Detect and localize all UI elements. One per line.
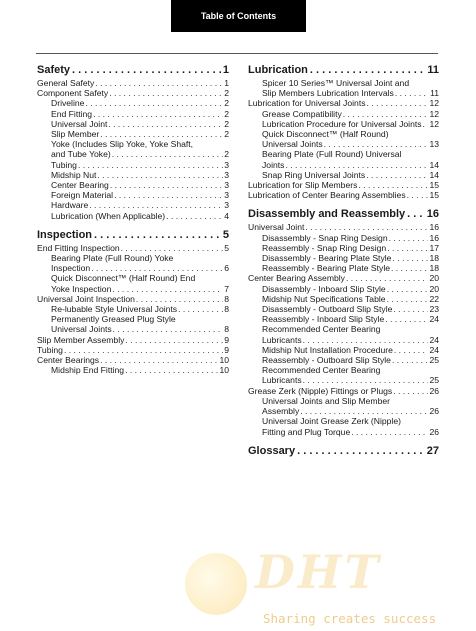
toc-page-number: 8 [224, 304, 229, 315]
toc-entry[interactable] [37, 345, 229, 355]
toc-page-number: 11 [427, 64, 439, 76]
toc-entry-title: Lubrication for Universal Joints [248, 98, 366, 109]
toc-page-number: 2 [224, 129, 229, 140]
toc-entry[interactable] [37, 78, 229, 88]
toc-page-number: 2 [224, 98, 229, 109]
toc-section-heading[interactable] [37, 229, 229, 242]
toc-page-number: 5 [222, 228, 229, 241]
toc-leader-dots [324, 139, 429, 149]
toc-entry-title: Tubing [51, 159, 77, 170]
toc-entry-title: Lubricants [262, 375, 302, 386]
toc-entry-title: Recommended Center Bearing [262, 324, 381, 335]
toc-page-number: 27 [426, 444, 439, 457]
toc-leader-dots [423, 119, 429, 129]
toc-page-number: 3 [224, 200, 229, 211]
toc-leader-dots [85, 98, 223, 108]
toc-page-number: 9 [224, 344, 229, 355]
toc-entry[interactable] [37, 149, 229, 159]
watermark-arrow-icon [185, 553, 247, 615]
toc-page-number: 13 [429, 139, 439, 150]
toc-entry[interactable] [37, 119, 229, 129]
toc-entry-title: Yoke Inspection [51, 283, 112, 294]
toc-page-number: 20 [429, 273, 439, 284]
toc-entry-title: Midship Nut Specifications Table [262, 293, 386, 304]
toc-leader-dots [407, 190, 429, 200]
toc-entry-title: Center Bearings [37, 355, 100, 366]
toc-entry[interactable] [37, 109, 229, 119]
toc-page-number: 18 [429, 253, 439, 264]
toc-entry[interactable] [37, 314, 229, 324]
watermark-slogan: Sharing creates success [263, 611, 437, 626]
toc-entry[interactable] [248, 345, 439, 355]
toc-page-number: 2 [224, 118, 229, 129]
toc-page-number: 6 [224, 263, 229, 274]
toc-entry[interactable] [248, 160, 439, 170]
header-rule [36, 53, 438, 54]
toc-entry-title: Hardware [51, 200, 89, 211]
toc-leader-dots [387, 284, 429, 294]
toc-entry[interactable] [248, 119, 439, 129]
toc-entry-title: Re-lubable Style Universal Joints [51, 304, 178, 315]
toc-page-number: 25 [429, 375, 439, 386]
toc-section-heading[interactable] [37, 64, 229, 77]
toc-leader-dots [136, 294, 223, 304]
toc-entry[interactable] [248, 284, 439, 294]
toc-leader-dots [93, 109, 223, 119]
toc-entry[interactable] [37, 160, 229, 170]
toc-entry[interactable] [37, 284, 229, 294]
toc-page-number: 26 [429, 406, 439, 417]
toc-section-heading[interactable] [248, 208, 439, 221]
toc-entry-title: Universal Joint Inspection [37, 293, 135, 304]
toc-entry-title: Assembly [262, 406, 300, 417]
toc-leader-dots [346, 273, 428, 283]
toc-page-number: 5 [224, 242, 229, 253]
toc-leader-dots [407, 208, 425, 221]
toc-page-number: 1 [224, 78, 229, 88]
toc-entry[interactable] [248, 222, 439, 232]
toc-left-column [37, 64, 229, 375]
toc-entry[interactable] [37, 170, 229, 180]
toc-entry-title: Lubrication Procedure for Universal Joints [262, 118, 422, 129]
toc-entry[interactable] [248, 180, 439, 190]
toc-entry-title: Grease Zerk (Nipple) Fittings or Plugs [248, 385, 393, 396]
toc-leader-dots [114, 190, 223, 200]
toc-section-heading[interactable] [248, 64, 439, 77]
toc-entry[interactable] [248, 386, 439, 396]
toc-page-number: 25 [429, 355, 439, 366]
toc-entry[interactable] [37, 98, 229, 108]
toc-page-number: 24 [429, 314, 439, 325]
toc-entry[interactable] [248, 190, 439, 200]
toc-leader-dots [78, 160, 223, 170]
toc-entry[interactable] [248, 324, 439, 334]
toc-entry-title: Universal Joint Grease Zerk (Nipple) [262, 416, 401, 427]
toc-leader-dots [285, 160, 428, 170]
toc-entry-title: Disassembly - Bearing Plate Style [262, 253, 392, 264]
toc-entry[interactable] [37, 190, 229, 200]
toc-page-number: 9 [224, 334, 229, 345]
section-gap [248, 200, 439, 208]
toc-entry-title: Glossary [248, 444, 296, 457]
toc-leader-dots [385, 314, 428, 324]
section-gap [37, 221, 229, 229]
toc-entry-title: Lubrication [248, 64, 308, 76]
toc-page-number: 7 [224, 283, 229, 294]
toc-leader-dots [91, 263, 223, 273]
toc-entry-title: End Fitting Inspection [37, 242, 120, 253]
toc-page-number: 20 [429, 283, 439, 294]
toc-entry-title: Midship Nut [51, 169, 97, 180]
toc-entry-title: Center Bearing Assembly [248, 273, 345, 284]
toc-entry-title: Joints [262, 159, 285, 170]
toc-leader-dots [387, 294, 429, 304]
toc-entry-title: Universal Joint [51, 118, 108, 129]
toc-page-number: 3 [224, 180, 229, 191]
toc-entry[interactable] [248, 139, 439, 149]
toc-entry-title: Permanently Greased Plug Style [51, 314, 176, 325]
toc-entry-title: Lubrication for Slip Members [248, 180, 358, 191]
toc-leader-dots [72, 64, 221, 77]
toc-entry[interactable] [248, 416, 439, 426]
toc-page-number: 26 [429, 385, 439, 396]
toc-entry[interactable] [37, 335, 229, 345]
toc-entry-title: Reassembly - Snap Ring Design [262, 242, 387, 253]
toc-leader-dots [110, 180, 223, 190]
toc-page-number: 10 [219, 365, 229, 376]
toc-entry-title: Foreign Material [51, 190, 114, 201]
toc-entry[interactable] [37, 304, 229, 314]
toc-leader-dots [358, 180, 428, 190]
toc-leader-dots [391, 263, 428, 273]
toc-entry-title: Recommended Center Bearing [262, 365, 381, 376]
toc-page-number: 12 [429, 118, 439, 129]
toc-entry[interactable] [37, 200, 229, 210]
toc-leader-dots [112, 149, 223, 159]
toc-page-number: 14 [429, 159, 439, 170]
watermark [185, 545, 455, 630]
toc-leader-dots [125, 365, 218, 375]
toc-entry[interactable] [37, 365, 229, 375]
toc-page-number: 16 [426, 208, 439, 221]
toc-entry[interactable] [248, 335, 439, 345]
toc-entry[interactable] [37, 180, 229, 190]
toc-entry[interactable] [248, 406, 439, 416]
toc-entry[interactable] [248, 427, 439, 437]
toc-entry-title: Disassembly - Outboard Slip Style [262, 304, 393, 315]
toc-entry-title: Bearing Plate (Full Round) Universal [262, 149, 402, 160]
toc-page-number: 1 [222, 64, 229, 76]
toc-page-number: 8 [224, 293, 229, 304]
toc-page-number: 12 [429, 98, 439, 109]
toc-page-number: 24 [429, 334, 439, 345]
toc-entry[interactable] [248, 253, 439, 263]
toc-leader-dots [393, 304, 428, 314]
toc-entry-title: Quick Disconnect™ (Half Round) End [51, 273, 196, 284]
toc-page-number: 24 [429, 344, 439, 355]
toc-leader-dots [125, 335, 223, 345]
toc-entry-title: Lubricants [262, 334, 302, 345]
toc-entry-title: Driveline [51, 98, 85, 109]
toc-entry[interactable] [248, 109, 439, 119]
toc-entry[interactable] [37, 88, 229, 98]
toc-entry[interactable] [248, 263, 439, 273]
toc-entry-title: Reassembly - Bearing Plate Style [262, 263, 391, 274]
toc-entry[interactable] [248, 129, 439, 139]
toc-entry[interactable] [248, 396, 439, 406]
toc-leader-dots [121, 243, 224, 253]
toc-entry[interactable] [248, 233, 439, 243]
toc-leader-dots [305, 222, 428, 232]
toc-entry[interactable] [248, 78, 439, 88]
toc-entry-title: Slip Members Lubrication Intervals [262, 88, 394, 99]
toc-entry-title: Disassembly - Snap Ring Design [262, 232, 388, 243]
toc-entry-title: General Safety [37, 78, 95, 88]
toc-leader-dots [351, 427, 428, 437]
toc-leader-dots [109, 88, 223, 98]
toc-entry-title: Universal Joints and Slip Member [262, 395, 391, 406]
toc-leader-dots [166, 211, 223, 221]
toc-entry[interactable] [248, 355, 439, 365]
toc-leader-dots [112, 284, 223, 294]
toc-entry-title: Midship Nut Installation Procedure [262, 344, 393, 355]
toc-entry[interactable] [248, 170, 439, 180]
toc-entry[interactable] [37, 253, 229, 263]
toc-entry-title: Inspection [37, 228, 93, 241]
toc-page-number: 16 [429, 222, 439, 233]
toc-leader-dots [100, 129, 223, 139]
toc-entry-title: and Tube Yoke) [51, 149, 111, 160]
toc-page-number: 4 [224, 210, 229, 221]
toc-leader-dots [178, 304, 223, 314]
toc-entry[interactable] [37, 129, 229, 139]
toc-leader-dots [108, 119, 223, 129]
toc-leader-dots [392, 355, 428, 365]
toc-entry[interactable] [248, 88, 439, 98]
toc-page-number: 3 [224, 190, 229, 201]
toc-leader-dots [64, 345, 223, 355]
toc-page-number: 8 [224, 324, 229, 335]
toc-entry-title: Universal Joints [262, 139, 323, 150]
toc-entry[interactable] [37, 243, 229, 253]
toc-entry[interactable] [248, 375, 439, 385]
toc-entry[interactable] [248, 273, 439, 283]
toc-leader-dots [395, 88, 429, 98]
toc-entry[interactable] [37, 139, 229, 149]
toc-leader-dots [303, 375, 429, 385]
toc-leader-dots [113, 324, 224, 334]
toc-entry-title: Bearing Plate (Full Round) Yoke [51, 253, 174, 264]
toc-entry-title: Inspection [51, 263, 91, 274]
toc-leader-dots [394, 345, 429, 355]
toc-page-number: 11 [430, 88, 439, 99]
toc-page-number: 2 [224, 88, 229, 99]
toc-entry-title: Disassembly - Inboard Slip Style [262, 283, 386, 294]
toc-page-number: 22 [429, 293, 439, 304]
toc-entry-title: Universal Joints [51, 324, 112, 335]
toc-leader-dots [94, 229, 221, 242]
toc-entry[interactable] [37, 211, 229, 221]
toc-page-number: 17 [429, 242, 439, 253]
toc-entry-title: Tubing [37, 344, 63, 355]
toc-entry[interactable] [248, 365, 439, 375]
toc-page-number: 2 [224, 149, 229, 160]
toc-entry[interactable] [37, 324, 229, 334]
toc-leader-dots [97, 170, 223, 180]
toc-page-number: 3 [224, 159, 229, 170]
toc-page-number: 12 [429, 108, 439, 119]
toc-page-number: 15 [429, 180, 439, 191]
toc-entry-title: Component Safety [37, 88, 109, 99]
toc-entry-title: Reassembly - Inboard Slip Style [262, 314, 385, 325]
toc-leader-dots [310, 64, 425, 77]
toc-entry[interactable] [248, 294, 439, 304]
toc-page-number: 3 [224, 169, 229, 180]
toc-page-number: 18 [429, 263, 439, 274]
page-title: Table of Contents [200, 11, 277, 21]
toc-entry-title: Universal Joint [248, 222, 305, 233]
toc-page-number: 15 [429, 190, 439, 201]
toc-entry[interactable] [37, 355, 229, 365]
toc-leader-dots [389, 233, 429, 243]
toc-page-number: 2 [224, 108, 229, 119]
toc-entry-title: End Fitting [51, 108, 93, 119]
toc-right-column [248, 64, 439, 459]
toc-leader-dots [392, 253, 428, 263]
toc-entry[interactable] [248, 314, 439, 324]
toc-entry-title: Quick Disconnect™ (Half Round) [262, 129, 389, 140]
toc-leader-dots [343, 109, 429, 119]
toc-entry-title: Disassembly and Reassembly [248, 208, 406, 221]
toc-entry-title: Snap Ring Universal Joints [262, 169, 366, 180]
toc-page-number: 23 [429, 304, 439, 315]
toc-page-number: 26 [429, 426, 439, 437]
toc-page-number: 16 [429, 232, 439, 243]
toc-leader-dots [95, 78, 223, 88]
toc-leader-dots [297, 445, 425, 458]
toc-page-number: 10 [219, 355, 229, 366]
toc-leader-dots [303, 335, 429, 345]
toc-leader-dots [367, 98, 429, 108]
toc-entry-title: Yoke (Includes Slip Yoke, Yoke Shaft, [51, 139, 194, 150]
toc-entry[interactable] [37, 273, 229, 283]
toc-entry[interactable] [248, 149, 439, 159]
toc-entry[interactable] [37, 263, 229, 273]
toc-leader-dots [393, 386, 428, 396]
toc-entry[interactable] [37, 294, 229, 304]
toc-leader-dots [300, 406, 428, 416]
toc-entry[interactable] [248, 243, 439, 253]
toc-leader-dots [100, 355, 218, 365]
toc-entry[interactable] [248, 98, 439, 108]
toc-entry-title: Center Bearing [51, 180, 109, 191]
toc-section-heading[interactable] [248, 445, 439, 458]
watermark-logo: DHT [255, 545, 382, 599]
toc-entry-title: Grease Compatibility [262, 108, 342, 119]
toc-leader-dots [89, 200, 223, 210]
toc-leader-dots [366, 170, 428, 180]
toc-entry-title: Slip Member Assembly [37, 334, 125, 345]
toc-entry-title: Reassembly - Outboard Slip Style [262, 355, 391, 366]
toc-leader-dots [387, 243, 428, 253]
header-tab [171, 0, 306, 32]
toc-entry-title: Fitting and Plug Torque [262, 426, 351, 437]
toc-entry-title: Slip Member [51, 129, 100, 140]
toc-entry-title: Lubrication (When Applicable) [51, 210, 166, 221]
section-gap [248, 437, 439, 445]
toc-entry-title: Safety [37, 64, 71, 76]
toc-entry-title: Midship End Fitting [51, 365, 125, 376]
toc-entry-title: Spicer 10 Series™ Universal Joint and [262, 78, 410, 88]
toc-page-number: 14 [429, 169, 439, 180]
toc-entry[interactable] [248, 304, 439, 314]
toc-entry-title: Lubrication of Center Bearing Assemblies [248, 190, 406, 201]
